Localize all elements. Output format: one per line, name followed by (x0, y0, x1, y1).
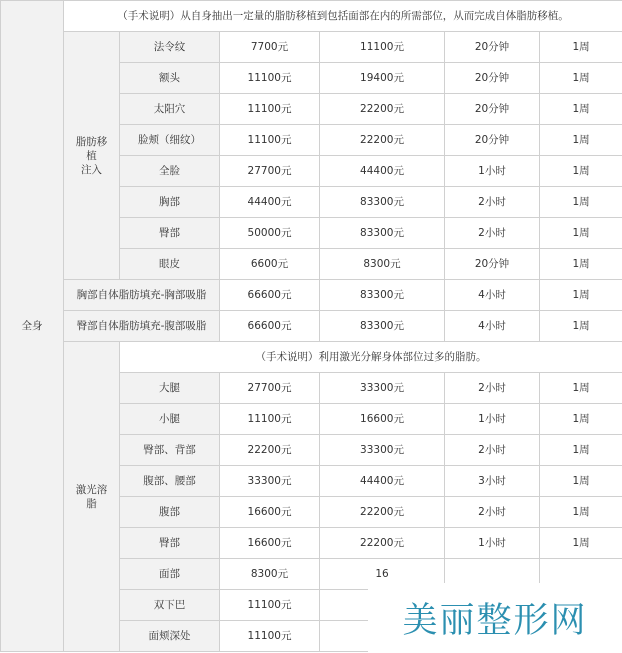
recovery-cell: 1周 (540, 373, 622, 404)
duration-cell: 2小时 (445, 373, 540, 404)
recovery-cell: 1周 (540, 32, 622, 63)
price-cell: 44400元 (320, 466, 445, 497)
price-cell: 19400元 (320, 63, 445, 94)
recovery-cell: 1周 (540, 466, 622, 497)
laser-lipolysis-label: 激光溶 脂 (64, 342, 120, 652)
fat-transfer-label: 脂肪移 植 注入 (64, 32, 120, 280)
body-part-cell: 法令纹 (120, 32, 220, 63)
combo-procedure-cell: 胸部自体脂肪填充-胸部吸脂 (64, 280, 220, 311)
body-part-cell: 面部 (120, 559, 220, 590)
recovery-cell: 1周 (540, 249, 622, 280)
price-cell: 22200元 (320, 125, 445, 156)
price-cell: 11100元 (220, 94, 320, 125)
duration-cell: 2小时 (445, 435, 540, 466)
body-part-cell: 胸部 (120, 187, 220, 218)
combo-procedure-cell: 臀部自体脂肪填充-腹部吸脂 (64, 311, 220, 342)
recovery-cell: 1周 (540, 63, 622, 94)
price-cell: 7700元 (220, 32, 320, 63)
duration-cell: 2小时 (445, 187, 540, 218)
duration-cell: 3小时 (445, 466, 540, 497)
recovery-cell: 1周 (540, 218, 622, 249)
price-cell: 83300元 (320, 218, 445, 249)
laser-lipolysis-description: （手术说明）利用激光分解身体部位过多的脂肪。 (120, 342, 622, 373)
price-cell: 33300元 (320, 435, 445, 466)
price-cell: 11100元 (220, 621, 320, 652)
price-cell: 27700元 (220, 373, 320, 404)
watermark-logo (368, 583, 622, 653)
body-part-cell: 额头 (120, 63, 220, 94)
price-cell: 33300元 (320, 373, 445, 404)
watermark-text: 美丽整形网 (402, 601, 588, 641)
body-part-cell: 双下巴 (120, 590, 220, 621)
price-cell: 44400元 (220, 187, 320, 218)
recovery-cell: 1周 (540, 280, 622, 311)
price-cell: 83300元 (320, 187, 445, 218)
price-cell: 8300元 (220, 559, 320, 590)
price-cell: 16 (320, 559, 445, 590)
duration-cell: 20分钟 (445, 249, 540, 280)
price-cell: 44400元 (320, 156, 445, 187)
price-cell: 16600元 (220, 528, 320, 559)
price-cell: 11100元 (220, 125, 320, 156)
price-cell: 11100元 (220, 63, 320, 94)
price-cell: 16600元 (320, 404, 445, 435)
price-cell: 11100元 (220, 590, 320, 621)
recovery-cell: 1周 (540, 156, 622, 187)
table-row (1, 1, 622, 32)
price-cell: 83300元 (320, 280, 445, 311)
duration-cell: 20分钟 (445, 94, 540, 125)
body-part-cell: 面颊深处 (120, 621, 220, 652)
recovery-cell: 1周 (540, 125, 622, 156)
price-cell: 50000元 (220, 218, 320, 249)
body-part-cell: 大腿 (120, 373, 220, 404)
body-part-cell: 全脸 (120, 156, 220, 187)
body-part-cell: 腹部、腰部 (120, 466, 220, 497)
price-cell: 16600元 (220, 497, 320, 528)
price-cell: 22200元 (320, 497, 445, 528)
table-row (1, 280, 622, 311)
body-part-cell: 小腿 (120, 404, 220, 435)
duration-cell: 20分钟 (445, 32, 540, 63)
body-part-cell: 臀部、背部 (120, 435, 220, 466)
price-cell: 6600元 (220, 249, 320, 280)
price-cell: 11100元 (320, 32, 445, 63)
recovery-cell: 1周 (540, 528, 622, 559)
price-cell: 22200元 (220, 435, 320, 466)
price-cell: 22200元 (320, 528, 445, 559)
price-cell: 11100元 (220, 404, 320, 435)
body-part-cell: 脸颊（细纹） (120, 125, 220, 156)
price-cell: 27700元 (220, 156, 320, 187)
body-part-cell: 臀部 (120, 528, 220, 559)
recovery-cell: 1周 (540, 404, 622, 435)
recovery-cell: 1周 (540, 311, 622, 342)
recovery-cell: 1周 (540, 94, 622, 125)
fat-transfer-description: （手术说明）从自身抽出一定量的脂肪移植到包括面部在内的所需部位，从而完成自体脂肪移植。 (64, 1, 622, 32)
price-cell: 66600元 (220, 311, 320, 342)
duration-cell: 4小时 (445, 280, 540, 311)
body-part-cell: 太阳穴 (120, 94, 220, 125)
duration-cell: 2小时 (445, 218, 540, 249)
duration-cell: 4小时 (445, 311, 540, 342)
table-row (1, 32, 622, 63)
duration-cell: 20分钟 (445, 125, 540, 156)
price-cell: 8300元 (320, 249, 445, 280)
recovery-cell: 1周 (540, 435, 622, 466)
duration-cell: 1小时 (445, 528, 540, 559)
price-cell: 83300元 (320, 311, 445, 342)
body-part-cell: 臀部 (120, 218, 220, 249)
recovery-cell: 1周 (540, 187, 622, 218)
region-label: 全身 (1, 1, 64, 652)
recovery-cell: 1周 (540, 497, 622, 528)
price-cell: 22200元 (320, 94, 445, 125)
price-cell: 66600元 (220, 280, 320, 311)
duration-cell: 1小时 (445, 404, 540, 435)
body-part-cell: 眼皮 (120, 249, 220, 280)
body-part-cell: 腹部 (120, 497, 220, 528)
table-row (1, 342, 622, 373)
duration-cell: 2小时 (445, 497, 540, 528)
price-cell: 33300元 (220, 466, 320, 497)
table-row (1, 311, 622, 342)
duration-cell: 20分钟 (445, 63, 540, 94)
duration-cell: 1小时 (445, 156, 540, 187)
